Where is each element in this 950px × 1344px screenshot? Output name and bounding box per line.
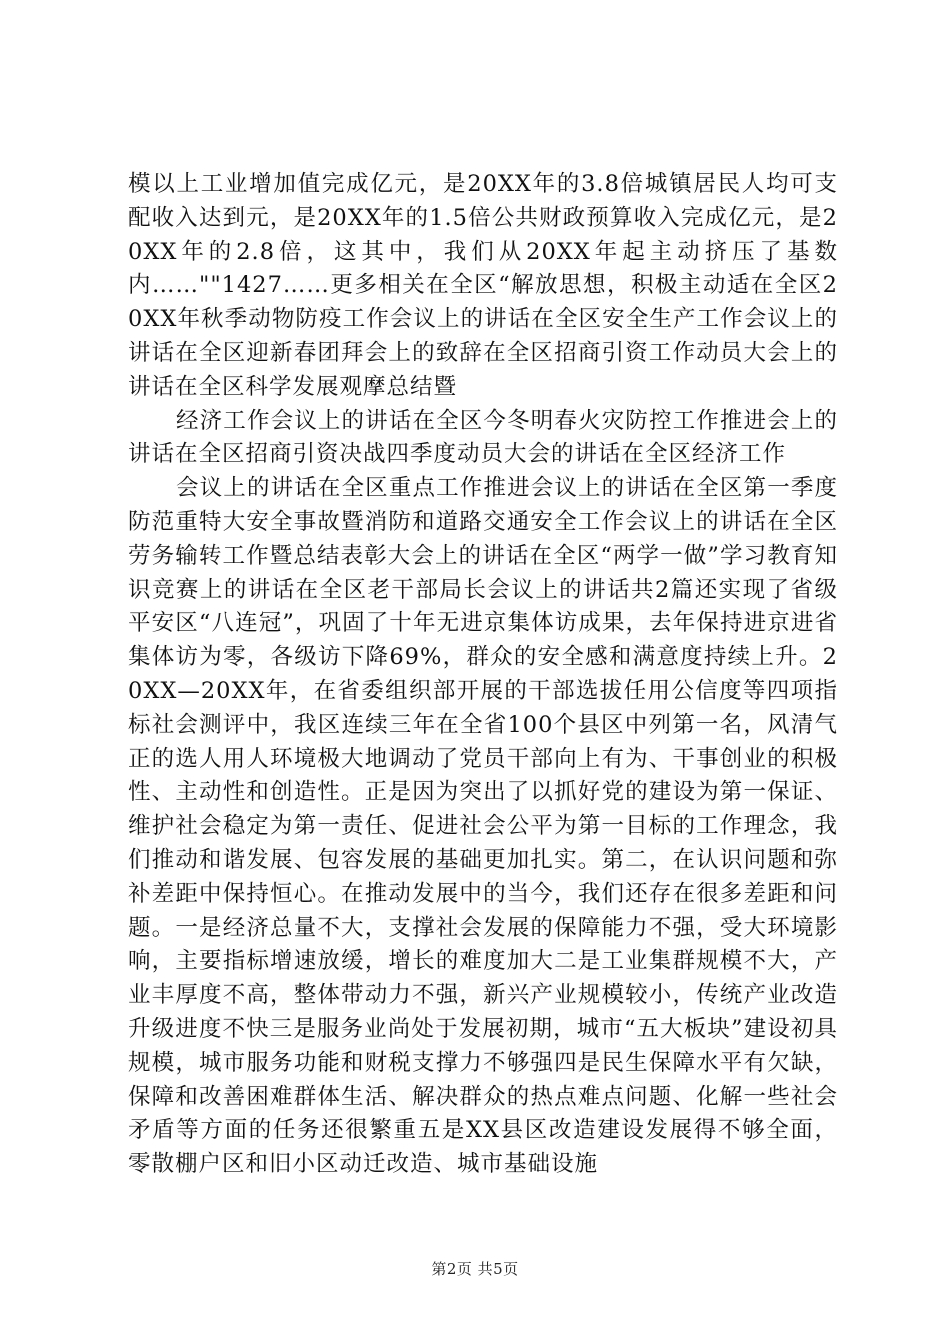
paragraph-2: 经济工作会议上的讲话在全区今冬明春火灾防控工作推进会上的讲话在全区招商引资决战四季度动员大会的讲话在全区经济工作 [128,407,838,468]
document-body [128,168,838,1182]
page-number-footer: 第2页 共5页 [431,1260,519,1278]
paragraph-3: 会议上的讲话在全区重点工作推进会议上的讲话在全区第一季度防范重特大安全事故暨消防和道路交通安全工作会议上的讲话在全区劳务输转工作暨总结表彰大会上的讲话在全区“两学一做”学习教育知识竞赛上的讲话在全区老干部局长会议上的讲话共2篇还实现了省级平安区“八连冠”，巩固了十年无进京集体访成果，去年保持进京进省集体访为零，各级访下降69%，群众的安全感和满意度持续上升。20XX—20XX年，在省委组织部开展的干部选拔任用公信度等四项指标社会测评中，我区连续三年在全省100个县区中列第一名，风清气正的选人用人环境极大地调动了党员干部向上有为、干事创业的积极性、主动性和创造性。正是因为突出了以抓好党的建设为第一保证、维护社会稳定为第一责任、促进社会公平为第一目标的工作理念，我们推动和谐发展、包容发展的基础更加扎实。第二，在认识问题和弥补差距中保持恒心。在推动发展中的当今，我们还存在很多差距和问题。一是经济总量不大，支撑社会发展的保障能力不强，受大环境影响，主要指标增速放缓，增长的难度加大二是工业集群规模不大，产业丰厚度不高，整体带动力不强，新兴产业规模较小，传统产业改造升级进度不快三是服务业尚处于发展初期，城市“五大板块”建设初具规模，城市服务功能和财税支撑力不够强四是民生保障水平有欠缺，保障和改善困难群体生活、解决群众的热点难点问题、化解一些社会矛盾等方面的任务还很繁重五是XX县区改造建设发展得不够全面，零散棚户区和旧小区动迁改造、城市基础设施 [128,475,838,1178]
paragraph-1: 模以上工业增加值完成亿元，是20XX年的3.8倍城镇居民人均可支配收入达到元，是20XX年的1.5倍公共财政预算收入完成亿元，是20XX年的2.8倍，这其中，我们从20XX年起主动挤压了基数内……""1427……更多相关在全区“解放思想，积极主动适在全区20XX年秋季动物防疫工作会议上的讲话在全区安全生产工作会议上的讲话在全区迎新春团拜会上的致辞在全区招商引资工作动员大会上的讲话在全区科学发展观摩总结暨 [128,171,838,400]
